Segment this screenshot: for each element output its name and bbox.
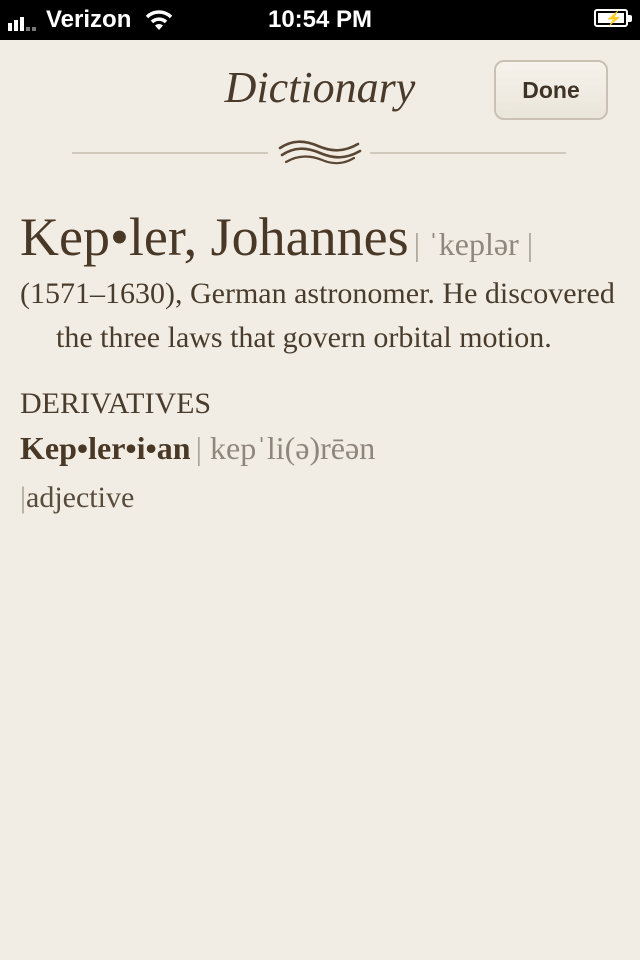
derivatives-label: DERIVATIVES [20,387,212,420]
dictionary-entry [20,206,620,520]
derivative-pron-separator: | [195,430,210,466]
derivative-line [20,426,620,476]
headword: Kep•ler, Johannes [20,207,409,267]
headword-pronunciation: ˈkeplər [428,226,519,262]
derivative-word: Kep•ler•i•an [20,430,191,466]
pron-separator-end: | [518,226,534,262]
status-bar [0,0,640,40]
part-of-speech: adjective [26,481,135,514]
battery-icon [594,9,628,27]
pron-separator: | [413,226,429,262]
status-time: 10:54 PM [267,6,373,33]
headword-line [20,206,620,268]
divider-right [370,152,566,154]
divider-left [72,152,268,154]
derivative-pronunciation: kepˈli(ə)rēən [209,430,376,466]
done-button[interactable]: Done [494,60,608,120]
charging-plug-icon: ⚡ [605,10,623,26]
page-title: Dictionary [224,63,416,112]
part-of-speech-line [20,476,620,520]
carrier-name: Verizon [46,6,132,33]
flourish-ornament-icon [278,136,362,168]
definition: (1571–1630), German astronomer. He discovered the three laws that govern orbital motion. [20,277,615,354]
pos-separator: | [20,481,27,514]
